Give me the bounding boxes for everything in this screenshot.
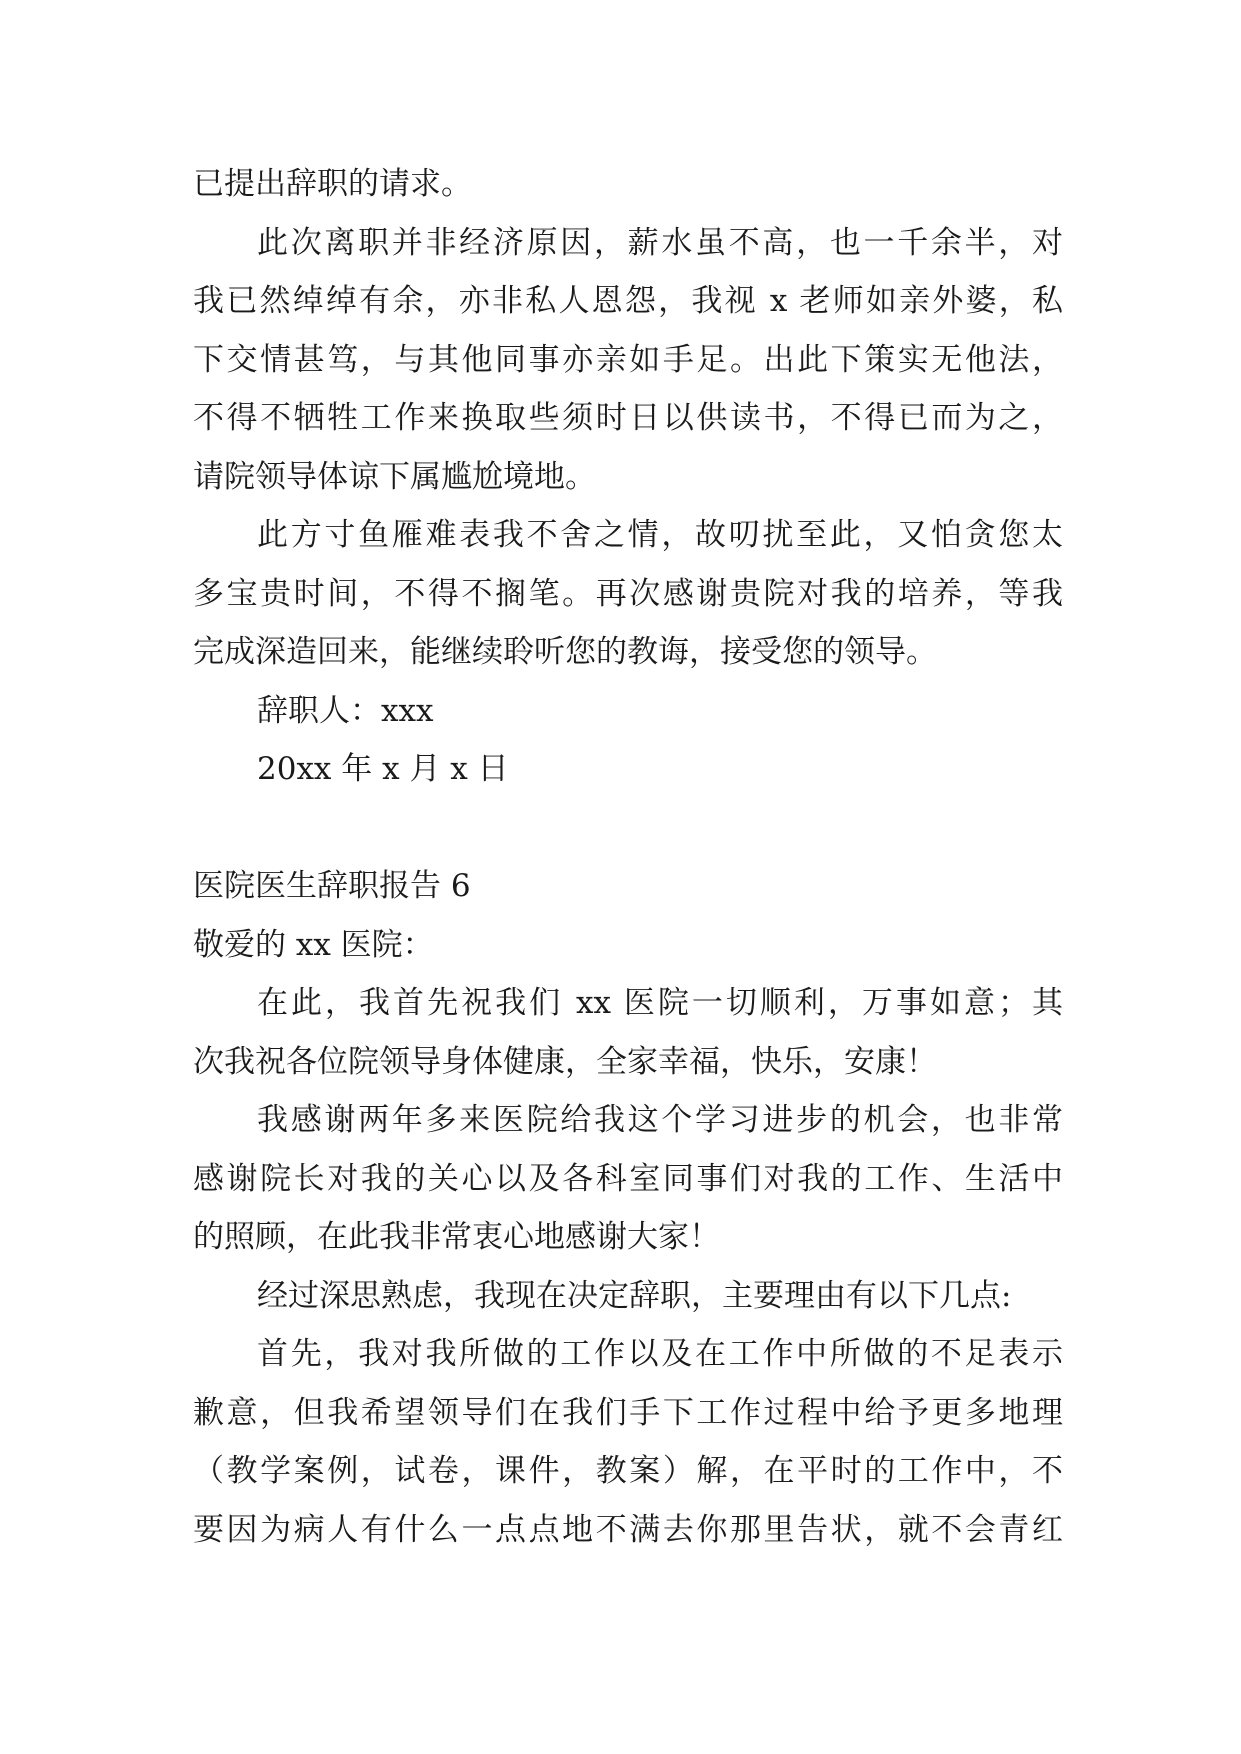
paragraph-line: 下交情甚笃，与其他同事亦亲如手足。出此下策实无他法， <box>193 341 1063 378</box>
section-gap <box>193 799 1063 858</box>
paragraph-line: （教学案例，试卷，课件，教案）解，在平时的工作中，不 <box>193 1453 1063 1489</box>
paragraph-line: 不得不牺牲工作来换取些须时日以供读书，不得已而为之， <box>193 400 1063 436</box>
date-line: 20xx 年 x 月 x 日 <box>257 751 509 787</box>
signature-line: 辞职人：xxx <box>257 692 434 729</box>
salutation: 敬爱的 xx 医院： <box>193 926 434 963</box>
paragraph-line: 的照顾，在此我非常衷心地感谢大家！ <box>193 1219 720 1255</box>
paragraph-line: 经过深思熟虑，我现在决定辞职，主要理由有以下几点: <box>257 1277 1012 1314</box>
paragraph-line: 要因为病人有什么一点点地不满去你那里告状，就不会青红 <box>193 1511 1063 1548</box>
paragraph-line: 次我祝各位院领导身体健康，全家幸福，快乐，安康！ <box>193 1043 937 1080</box>
paragraph-line: 请院领导体谅下属尴尬境地。 <box>193 458 596 495</box>
document-body <box>193 155 1063 1559</box>
paragraph-line: 首先，我对我所做的工作以及在工作中所做的不足表示 <box>257 1336 1063 1372</box>
paragraph-line: 我已然绰绰有余，亦非私人恩怨，我视 x 老师如亲外婆，私 <box>193 283 1063 319</box>
paragraph-line: 完成深造回来，能继续聆听您的教诲，接受您的领导。 <box>193 634 937 670</box>
paragraph-line: 此方寸鱼雁难表我不舍之情，故叨扰至此，又怕贪您太 <box>257 517 1063 553</box>
paragraph-line: 已提出辞职的请求。 <box>193 166 472 202</box>
paragraph-line: 歉意，但我希望领导们在我们手下工作过程中给予更多地理 <box>193 1394 1063 1431</box>
section-title: 医院医生辞职报告 6 <box>193 868 471 904</box>
paragraph-line: 在此，我首先祝我们 xx 医院一切顺利，万事如意；其 <box>257 985 1063 1021</box>
paragraph-line: 我感谢两年多来医院给我这个学习进步的机会，也非常 <box>257 1102 1063 1138</box>
paragraph-line: 感谢院长对我的关心以及各科室同事们对我的工作、生活中 <box>193 1160 1063 1197</box>
paragraph-line: 多宝贵时间，不得不搁笔。再次感谢贵院对我的培养，等我 <box>193 575 1063 612</box>
paragraph-line: 此次离职并非经济原因，薪水虽不高，也一千余半，对 <box>257 224 1063 261</box>
